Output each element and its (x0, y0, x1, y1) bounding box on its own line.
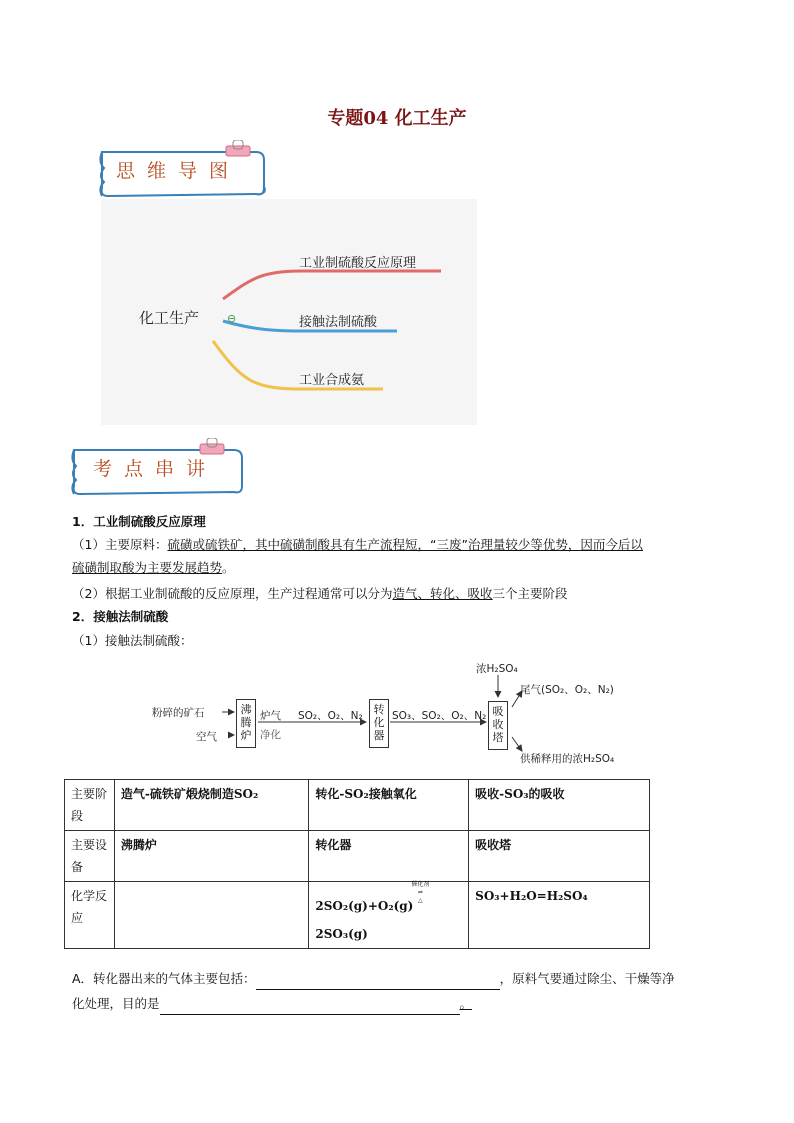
equilibrium-icon: ⇌ (417, 889, 423, 896)
question-a-part4: 。 (459, 996, 473, 1011)
table-row (65, 780, 650, 831)
question-a-part3: 化处理，目的是 (72, 996, 160, 1011)
reaction-condition (411, 881, 429, 905)
reaction-right: 2SO₃(g) (315, 927, 368, 941)
p1-end: 。 (222, 560, 235, 575)
p1-answer-a: 硫磺或硫铁矿，其中硫磺制酸具有生产流程短，“三废”治理量较少等优势，因而今后以 (167, 537, 643, 552)
mindmap-root: 化工生产 (139, 309, 200, 327)
keypoints-banner (70, 446, 238, 498)
question-a-part2: ，原料气要通过除尘、干燥等净 (499, 971, 675, 986)
table-cell: SO₃+H₂O=H₂SO₄ (469, 882, 650, 949)
p2-stage3: 吸收 (467, 586, 493, 601)
table-cell: 吸收塔 (469, 831, 650, 882)
section1-p1-cont (72, 557, 235, 579)
heat-icon: △ (418, 897, 423, 904)
section2-heading: 2．接触法制硫酸 (72, 609, 169, 624)
table-cell (114, 882, 308, 949)
reaction-left: 2SO₂(g)+O₂(g) (315, 899, 414, 913)
tower-box: 吸收塔 (488, 701, 508, 750)
p2-stage1: 造气 (392, 586, 418, 601)
table-row (65, 882, 650, 949)
table-cell: 吸收-SO₃的吸收 (469, 780, 650, 831)
section1-p2 (72, 583, 568, 605)
mindmap-branch-2: 接触法制硫酸 (299, 315, 378, 330)
section2-sub1: （1）接触法制硫酸： (72, 633, 193, 648)
answer-blank-1[interactable] (256, 973, 500, 990)
table-row-head: 主要阶段 (65, 780, 115, 831)
mindmap-branch-1: 工业制硫酸反应原理 (299, 256, 417, 271)
process-table (64, 779, 650, 949)
section1-heading: 1．工业制硫酸反应原理 (72, 514, 206, 529)
p2-suffix: 三个主要阶段 (492, 586, 568, 601)
furnace-box: 沸腾炉 (236, 699, 256, 748)
catalyst-label: 催化剂 (411, 881, 430, 888)
mindmap-banner (98, 148, 266, 200)
p2-sep2: 、 (455, 586, 468, 601)
mindmap-banner-label: 思维导图 (115, 160, 240, 182)
flow-input-ore: 粉碎的矿石 (152, 707, 205, 719)
process-flow-diagram (150, 655, 650, 773)
converter-box: 转化器 (369, 699, 389, 748)
p1-prefix: （1）主要原料： (72, 537, 168, 552)
p2-sep1: 、 (417, 586, 430, 601)
p1-answer-b: 硫磺制取酸为主要发展趋势 (72, 560, 223, 575)
p2-stage2: 转化 (430, 586, 456, 601)
flow-gas2: SO₃、SO₂、O₂、N₂ (392, 710, 487, 722)
collapse-icon[interactable]: ⊖ (227, 312, 237, 325)
answer-blank-2[interactable] (160, 998, 460, 1015)
question-a-line1 (72, 968, 732, 990)
mindmap-branch-3: 工业合成氨 (299, 373, 365, 388)
flow-tail-gas: 尾气(SO₂、O₂、N₂) (520, 684, 614, 696)
table-cell: 沸腾炉 (114, 831, 308, 882)
table-cell: 转化器 (309, 831, 469, 882)
table-row-head: 化学反应 (65, 882, 115, 949)
flow-gas-top: 炉气 (260, 710, 281, 722)
flow-input-air: 空气 (196, 731, 217, 743)
table-row-head: 主要设备 (65, 831, 115, 882)
table-cell: 造气-硫铁矿煅烧制造SO₂ (114, 780, 308, 831)
flow-product: 供稀释用的浓H₂SO₄ (520, 753, 615, 765)
question-a-line2 (72, 993, 732, 1015)
page-title: 专题04 化工生产 (327, 108, 467, 129)
reaction-line-1 (315, 881, 462, 917)
keypoints-banner-label: 考点串讲 (92, 458, 217, 480)
table-row (65, 831, 650, 882)
p2-prefix: （2）根据工业制硫酸的反应原理，生产过程通常可以分为 (72, 586, 393, 601)
table-cell-reaction (309, 882, 469, 949)
question-a-part1: A．转化器出来的气体主要包括： (72, 971, 256, 986)
flow-gas-bottom: 净化 (260, 729, 281, 741)
flow-gas1: SO₂、O₂、N₂ (298, 710, 363, 722)
section1-p1 (72, 534, 732, 556)
mindmap (101, 199, 477, 425)
flow-acid-in: 浓H₂SO₄ (476, 663, 518, 675)
table-cell: 转化-SO₂接触氧化 (309, 780, 469, 831)
